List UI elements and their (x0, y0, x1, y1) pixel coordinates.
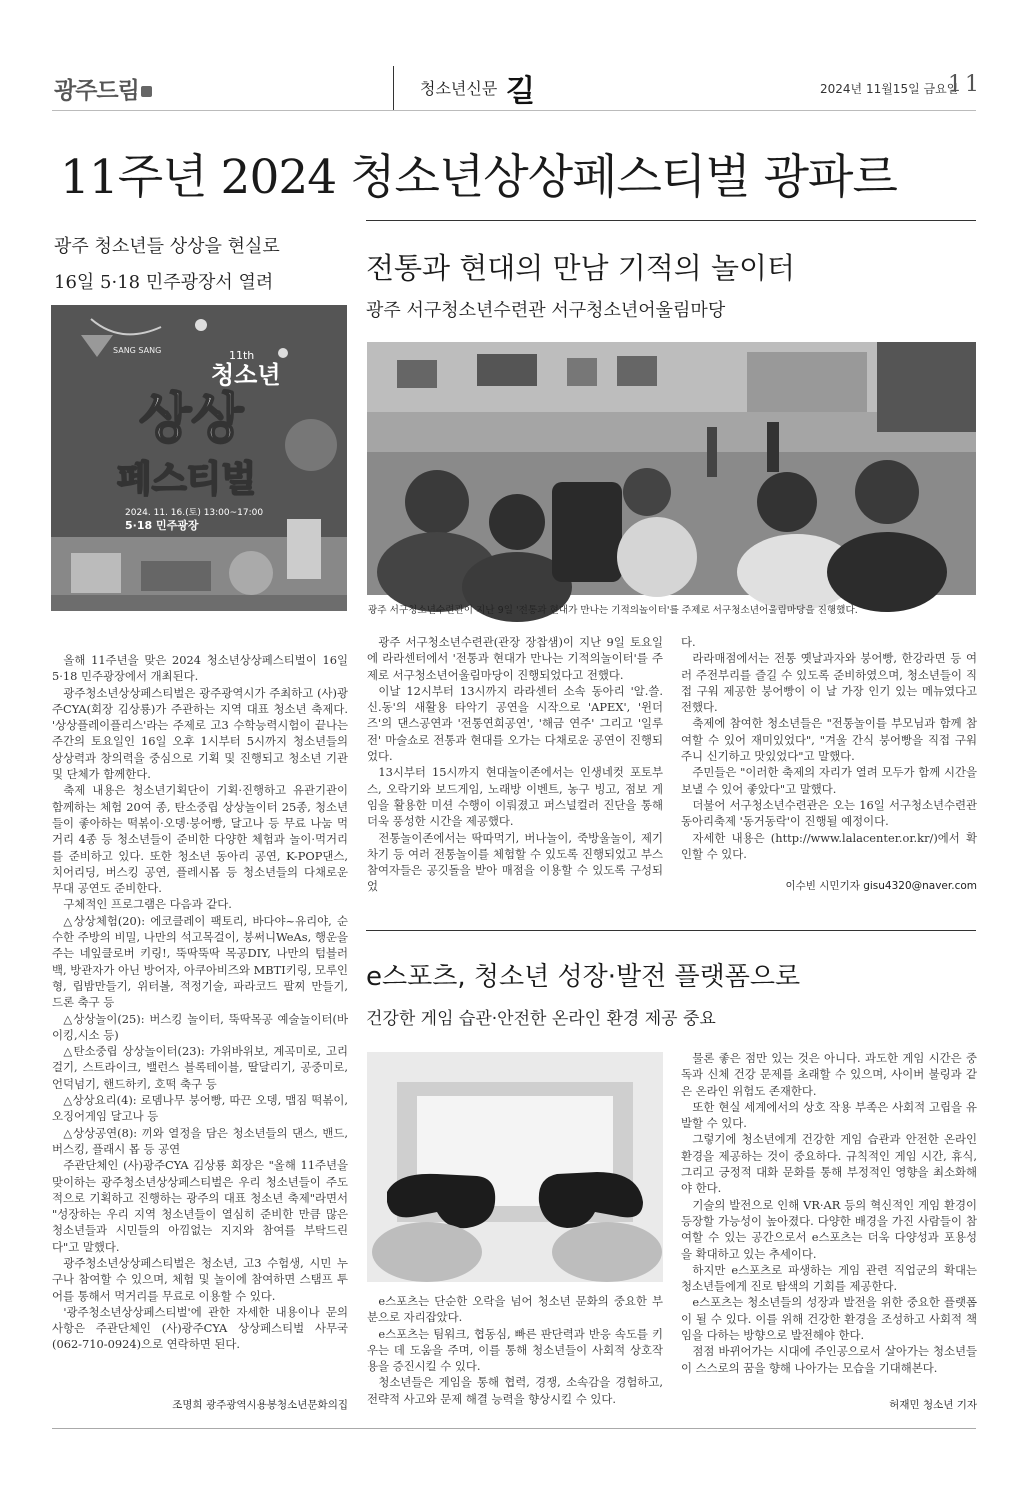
top-paragraph: 전통놀이존에서는 딱따먹기, 버나놀이, 죽방울놀이, 제기차기 등 여러 전통놀이를 체험할 수 있도록 진행되었고 부스 참여자들은 공깃돌을 받아 매점을 이용할 수 있도록 구성되었 (367, 830, 663, 894)
bottom-paragraph: 점점 바뀌어가는 시대에 주인공으로서 살아가는 청소년들이 스스로의 꿈을 향해 나아가는 모습을 기대해본다. (681, 1344, 977, 1375)
top-byline: 이수빈 시민기자 gisu4320@naver.com (785, 880, 977, 892)
top-paragraph: 13시부터 15시까지 현대놀이존에서는 인생네컷 포토부스, 오락기와 보드게임, 노래방 이벤트, 농구 빙고, 점보 게임을 활용한 미션 수행이 이뤄졌고 퍼스널컬러 진단을 통해 더욱 풍성한 시간을 제공했다. (367, 765, 663, 829)
bottom-article-col2 (681, 1050, 977, 1396)
event-photo (367, 342, 976, 595)
poster-line3: 페스티벌 (117, 459, 257, 500)
left-paragraph: 광주청소년상상페스티벌은 청소년, 고3 수험생, 시민 누구나 참여할 수 있으며, 체험 및 놀이에 참여하면 스탬프 투어를 통해서 먹거리를 무료로 이용할 수 있다. (52, 1255, 348, 1303)
page-number: 11 (948, 72, 982, 97)
bottom-paragraph: 기술의 발전으로 인해 VR·AR 등의 혁신적인 게임 환경이 등장할 가능성이 높아졌다. 다양한 배경을 가진 사람들이 참여할 수 있는 공간으로서 e스포츠는 더욱 다양성과 포용성을 확대하고 있는 추세이다. (681, 1197, 977, 1261)
left-subtitle-1: 광주 청소년들 상상을 현실로 (54, 236, 280, 257)
poster-line2: 상상 (139, 387, 244, 450)
left-paragraph: △상상공연(8): 끼와 열정을 담은 청소년들의 댄스, 밴드, 버스킹, 플래시 몹 등 공연 (52, 1125, 348, 1156)
game-controller-photo (367, 1052, 663, 1282)
bottom-paragraph: 청소년들은 게임을 통해 협력, 경쟁, 소속감을 경험하고, 전략적 사고와 문제 해결 능력을 향상시킬 수 있다. (367, 1375, 663, 1406)
left-article-body (52, 652, 348, 1410)
bottom-paragraph: 또한 현실 세계에서의 상호 작용 부족은 사회적 고립을 유발할 수 있다. (681, 1099, 977, 1131)
poster-datetime: 2024. 11. 16.(토) 13:00~17:00 (125, 508, 264, 518)
bottom-article-col1 (367, 1293, 663, 1413)
top-paragraph: 라라매점에서는 전통 옛날과자와 붕어빵, 한강라면 등 여러 주전부리를 즐길 수 있도록 준비하였으며, 청소년들이 직접 구워 제공한 붕어빵이 이 날 가장 인기 있는 메뉴였다고 전했다. (681, 651, 977, 715)
top-article-col2 (681, 634, 977, 872)
poster-place: 5·18 민주광장 (125, 519, 199, 532)
bottom-article-rule (366, 930, 976, 931)
festival-poster (51, 305, 347, 611)
left-paragraph: △상상요리(4): 로뎀나무 붕어빵, 따끈 오뎅, 맵짐 떡볶이, 오징어게임 달고나 등 (52, 1093, 348, 1124)
header-rule (52, 110, 976, 111)
left-paragraph: 올해 11주년을 맞은 2024 청소년상상페스티벌이 16일 5·18 민주광장에서 개최된다. (52, 653, 348, 684)
top-headline: 전통과 현대의 만남 기적의 놀이터 (366, 251, 796, 285)
logo-mark-icon (141, 86, 152, 97)
bottom-paragraph: 하지만 e스포츠로 파생하는 게임 관련 직업군의 확대는 청소년들에게 진로 탐색의 기회를 제공한다. (681, 1262, 977, 1294)
top-article-rule (366, 220, 976, 221)
newspaper-logo (54, 72, 152, 105)
bottom-headline: e스포츠, 청소년 성장·발전 플랫폼으로 (366, 962, 801, 992)
left-byline: 조명희 광주광역시용봉청소년문화의집 (172, 1399, 348, 1411)
page-title: 11주년 2024 청소년상상페스티벌 광파르 (60, 150, 897, 205)
left-paragraph: '광주청소년상상페스티벌'에 관한 자세한 내용이나 문의 사항은 주관단체인 (사)광주CYA 상상페스티벌 사무국(062-710-0924)으로 연락하면 된다. (52, 1304, 348, 1352)
left-paragraph: 광주청소년상상페스티벌은 광주광역시가 주최하고 (사)광주CYA(회장 김상룡)가 주관하는 지역 대표 청소년 축제다. '상상플레이플리스'라는 주제로 고3 수학능력시험이 끝나는 주간의 토요일인 16일 오후 1시부터 5시까지 청소년들의 상상력과 창의력을 중심으로 기획 및 진행되고 청소년 기관 및 단체가 함께한다. (52, 685, 348, 782)
issue-date: 2024년 11월15일 금요일 (820, 82, 959, 96)
left-paragraph: △상상놀이(25): 버스킹 놀이터, 뚝딱목공 예술놀이터(바이킹,시소 등) (52, 1011, 348, 1042)
footer-rule (52, 1428, 976, 1429)
poster-edition: 11th (229, 349, 255, 362)
bottom-paragraph: e스포츠는 팀워크, 협동심, 빠른 판단력과 반응 속도를 키우는 데 도움을 주며, 이를 통해 청소년들이 사회적 상호작용을 증진시킬 수 있다. (367, 1326, 663, 1374)
bottom-subheadline: 건강한 게임 습관·안전한 온라인 환경 제공 중요 (366, 1009, 716, 1029)
bottom-paragraph: 그렇기에 청소년에게 건강한 게임 습관과 안전한 온라인 환경을 제공하는 것이 중요하다. 규칙적인 게임 시간, 휴식, 그리고 긍정적 대화 문화를 통해 부정적인 영향을 최소화해야 한다. (681, 1132, 977, 1196)
bottom-paragraph: e스포츠는 청소년들의 성장과 발전을 위한 중요한 플랫폼이 될 수 있다. 이를 위해 건강한 환경을 조성하고 사회적 책임을 다하는 방향으로 발전해야 한다. (681, 1295, 977, 1343)
left-paragraph: 축제 내용은 청소년기획단이 기획·진행하고 유관기관이 함께하는 체험 20여 종, 탄소중립 상상놀이터 25종, 청소년들이 좋아하는 떡볶이·오뎅·붕어빵, 달고나 등 무료 나눔 먹거리 4종 등 청소년들이 준비한 다양한 체험과 놀이·먹거리를 준비하고 있다. 또한 청소년 동아리 공연, K-POP댄스, 치어리딩, 버스킹 공연, 플레시몹 등 청소년들의 다채로운 무대 공연도 준비한다. (52, 783, 348, 896)
top-paragraph: 광주 서구청소년수련관(관장 장찹샘)이 지난 9일 토요일에 라라센터에서 '전통과 현대가 만나는 기적의놀이터'를 주제로 서구청소년어울림마당이 진행되었다고 전했다. (367, 635, 663, 682)
top-paragraph: 더불어 서구청소년수련관은 오는 16일 서구청소년수련관 동아리축제 '동거동락'이 진행될 예정이다. (681, 797, 977, 829)
left-paragraph: △탄소중립 상상놀이터(23): 가위바위보, 계곡미로, 고리걸기, 스트라이크, 밸런스 블록테이블, 딸달리기, 공중미로, 언덕넘기, 핸드하키, 호떡 축구 등 (52, 1044, 348, 1091)
poster-banner: SANG SANG (113, 346, 162, 355)
left-paragraph: 구체적인 프로그램은 다음과 같다. (63, 897, 232, 912)
top-paragraph: 축제에 참여한 청소년들은 "전통놀이를 부모님과 함께 참여할 수 있어 재미있었다", "겨울 간식 붕어빵을 직접 구워주니 신기하고 맛있었다"고 말했다. (681, 716, 977, 764)
left-paragraph: 주관단체인 (사)광주CYA 김상룡 회장은 "올해 11주년을 맞이하는 광주청소년상상페스티벌은 우리 청소년들이 주도적으로 기획하고 진행하는 광주의 대표 청소년 축제"라면서 "성장하는 우리 지역 청소년들이 열심히 준비한 만큼 많은 청소년들과 시민들의 아낌없는 지지와 참여를 부탁드린다"고 말했다. (52, 1158, 348, 1254)
header-divider (393, 66, 394, 110)
top-article-col1 (367, 634, 663, 894)
top-paragraph: 다. (681, 635, 696, 649)
left-paragraph: △상상체험(20): 에코클레이 팩토리, 바다야~유리야, 순수한 주방의 비밀, 나만의 석고목걸이, 붕써니WeAs, 행운을 주는 네잎클로버 키링!, 뚝딱뚝딱 목공DIY, 나만의 텀블러백, 방관자가 아닌 방어자, 아쿠아비즈와 MBTI키링, 모루인형, 립밤만들기, 위터볼, 적정기술, 파라코드 팔찌 만들기, 드론 축구 등 (52, 913, 348, 1010)
event-photo-image (367, 342, 976, 595)
top-paragraph: 주민들은 "이러한 축제의 자리가 열려 모두가 함께 시간을 보낼 수 있어 좋았다"고 말했다. (681, 765, 977, 796)
top-paragraph: 자세한 내용은 (http://www.lalacenter.or.kr/)에서 확인할 수 있다. (681, 830, 977, 861)
poster-line1: 청소년 (211, 361, 281, 389)
top-subheadline: 광주 서구청소년수련관 서구청소년어울림마당 (366, 300, 726, 321)
paper-mark: 길 (506, 74, 535, 109)
photo-caption: 광주 서구청소년수련관이 지난 9일 '전통과 현대가 만나는 기적의놀이터'를 주제로 서구청소년어울림마당을 진행했다. (368, 605, 858, 616)
poster-illustration (51, 305, 347, 611)
bottom-paragraph: e스포츠는 단순한 오락을 넘어 청소년 문화의 중요한 부분으로 자리잡았다. (367, 1294, 663, 1325)
esports-photo (367, 1052, 663, 1282)
left-subtitle-2: 16일 5·18 민주광장서 열려 (54, 272, 274, 293)
bottom-paragraph: 물론 좋은 점만 있는 것은 아니다. 과도한 게임 시간은 중독과 신체 건강 문제를 초래할 수 있으며, 사이버 불링과 같은 온라인 위험도 존재한다. (681, 1051, 977, 1098)
top-paragraph: 이날 12시부터 13시까지 라라센터 소속 동아리 '알.쓸.신.동'의 새활용 타악기 공연을 시작으로 'APEX', '윈더즈'의 댄스공연과 '전통연희공연', '해금 연주' 그리고 '일루전' 마술쇼로 전통과 현대를 오가는 다채로운 공연이 진행되었다. (367, 683, 663, 764)
paper-name: 청소년신문 (420, 79, 498, 98)
bottom-byline: 허재민 청소년 기자 (889, 1399, 977, 1411)
logo-text: 광주드림 (54, 78, 139, 104)
